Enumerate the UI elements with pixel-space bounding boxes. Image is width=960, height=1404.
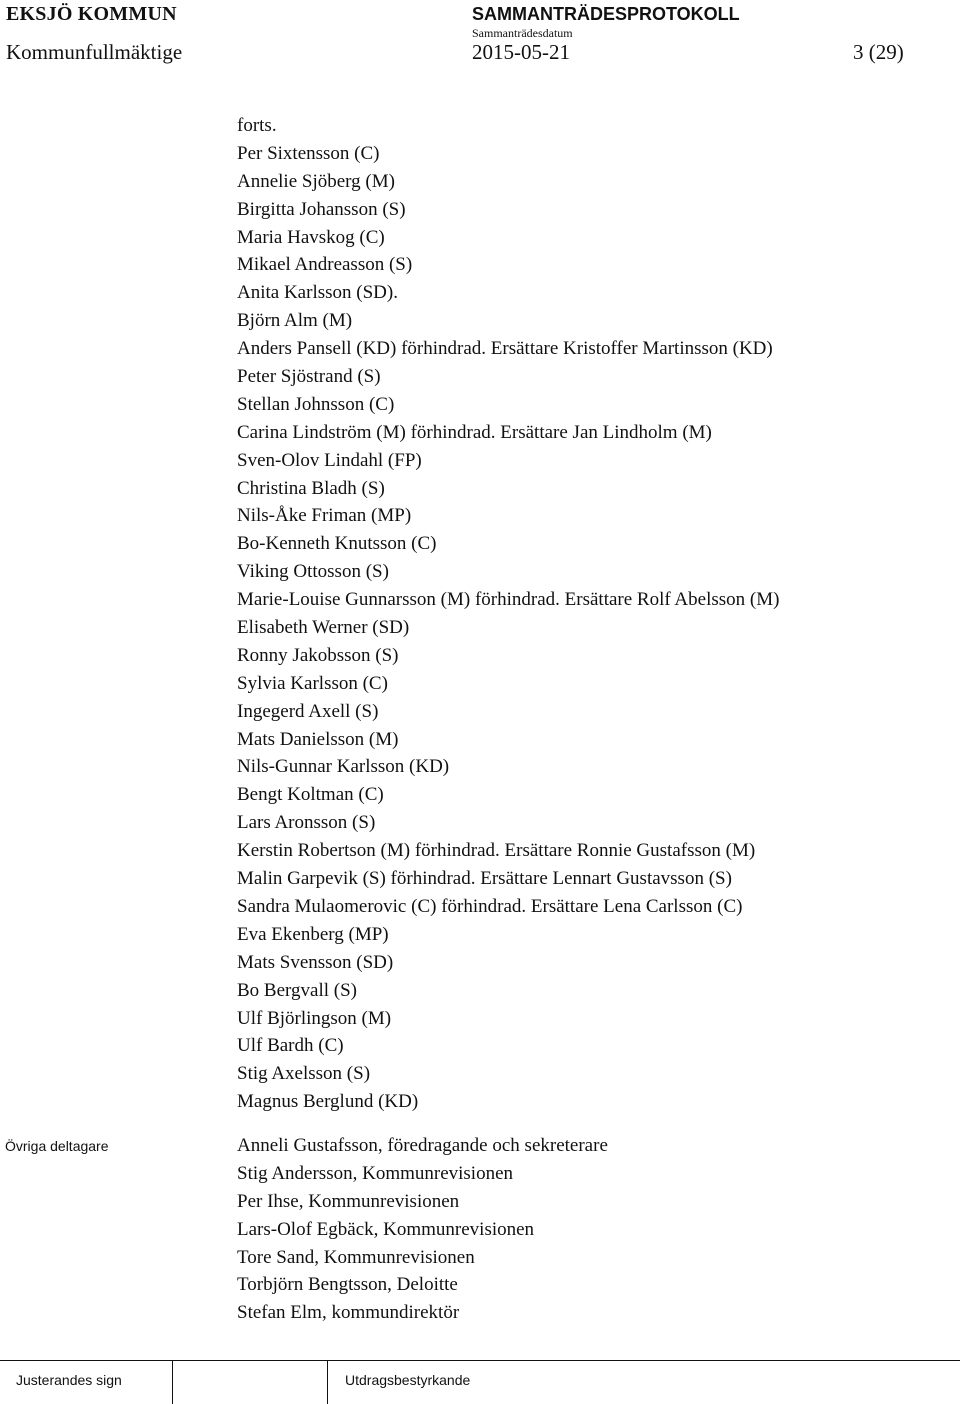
list-item: Magnus Berglund (KD) bbox=[237, 1091, 419, 1113]
list-item: Lars-Olof Egbäck, Kommunrevisionen bbox=[237, 1218, 535, 1240]
list-item: Mats Danielsson (M) bbox=[237, 728, 399, 750]
page-number: 3 (29) bbox=[853, 40, 904, 64]
list-item: Birgitta Johansson (S) bbox=[237, 198, 406, 220]
list-item: Ulf Björlingson (M) bbox=[237, 1007, 392, 1029]
list-item: Sylvia Karlsson (C) bbox=[237, 672, 388, 694]
justerandes-sign-label: Justerandes sign bbox=[16, 1372, 122, 1388]
other-participants-list bbox=[237, 1132, 608, 1327]
list-item: Marie-Louise Gunnarsson (M) förhindrad. Ersättare Rolf Abelsson (M) bbox=[237, 589, 780, 611]
list-item: Sandra Mulaomerovic (C) förhindrad. Ersättare Lena Carlsson (C) bbox=[237, 895, 743, 917]
list-item: Peter Sjöstrand (S) bbox=[237, 366, 381, 388]
list-item: Bo-Kenneth Knutsson (C) bbox=[237, 533, 437, 555]
list-item: Anneli Gustafsson, föredragande och sekreterare bbox=[237, 1135, 608, 1156]
meeting-date-label: Sammanträdesdatum bbox=[472, 26, 573, 40]
list-item: forts. bbox=[237, 115, 277, 136]
list-item: Stefan Elm, kommundirektör bbox=[237, 1302, 460, 1324]
list-item: Sven-Olov Lindahl (FP) bbox=[237, 449, 422, 471]
list-item: Christina Bladh (S) bbox=[237, 477, 385, 499]
list-item: Anita Karlsson (SD). bbox=[237, 282, 398, 304]
list-item: Stig Axelsson (S) bbox=[237, 1063, 371, 1085]
list-item: Carina Lindström (M) förhindrad. Ersättare Jan Lindholm (M) bbox=[237, 421, 712, 443]
list-item: Ulf Bardh (C) bbox=[237, 1035, 344, 1057]
list-item: Maria Havskog (C) bbox=[237, 226, 385, 248]
list-item: Nils-Åke Friman (MP) bbox=[237, 505, 412, 527]
list-item: Viking Ottosson (S) bbox=[237, 561, 389, 583]
other-participants-label: Övriga deltagare bbox=[5, 1138, 109, 1154]
footer-divider bbox=[172, 1361, 173, 1404]
list-item: Torbjörn Bengtsson, Deloitte bbox=[237, 1274, 458, 1296]
footer-rule bbox=[0, 1360, 960, 1361]
list-item: Ronny Jakobsson (S) bbox=[237, 644, 399, 666]
meeting-date: 2015-05-21 bbox=[472, 40, 570, 64]
list-item: Bengt Koltman (C) bbox=[237, 784, 384, 806]
list-item: Anders Pansell (KD) förhindrad. Ersättare Kristoffer Martinsson (KD) bbox=[237, 338, 773, 360]
list-item: Per Ihse, Kommunrevisionen bbox=[237, 1190, 460, 1212]
list-item: Stig Andersson, Kommunrevisionen bbox=[237, 1162, 514, 1184]
list-item: Eva Ekenberg (MP) bbox=[237, 923, 389, 945]
governing-body: Kommunfullmäktige bbox=[6, 40, 183, 64]
organization-name: EKSJÖ KOMMUN bbox=[6, 3, 177, 25]
document-type: SAMMANTRÄDESPROTOKOLL bbox=[472, 4, 740, 24]
list-item: Elisabeth Werner (SD) bbox=[237, 617, 410, 639]
list-item: Mikael Andreasson (S) bbox=[237, 254, 413, 276]
list-item: Nils-Gunnar Karlsson (KD) bbox=[237, 756, 450, 778]
list-item: Ingegerd Axell (S) bbox=[237, 700, 379, 722]
utdragsbestyrkande-label: Utdragsbestyrkande bbox=[345, 1372, 471, 1388]
list-item: Annelie Sjöberg (M) bbox=[237, 170, 395, 192]
list-item: Malin Garpevik (S) förhindrad. Ersättare Lennart Gustavsson (S) bbox=[237, 868, 732, 890]
footer-divider bbox=[327, 1361, 328, 1404]
list-item: Per Sixtensson (C) bbox=[237, 142, 380, 164]
list-item: Björn Alm (M) bbox=[237, 310, 353, 332]
attendee-list bbox=[237, 112, 779, 1116]
list-item: Lars Aronsson (S) bbox=[237, 812, 376, 834]
list-item: Tore Sand, Kommunrevisionen bbox=[237, 1246, 475, 1268]
list-item: Mats Svensson (SD) bbox=[237, 951, 394, 973]
list-item: Stellan Johnsson (C) bbox=[237, 393, 395, 415]
list-item: Kerstin Robertson (M) förhindrad. Ersättare Ronnie Gustafsson (M) bbox=[237, 840, 756, 862]
list-item: Bo Bergvall (S) bbox=[237, 979, 357, 1001]
